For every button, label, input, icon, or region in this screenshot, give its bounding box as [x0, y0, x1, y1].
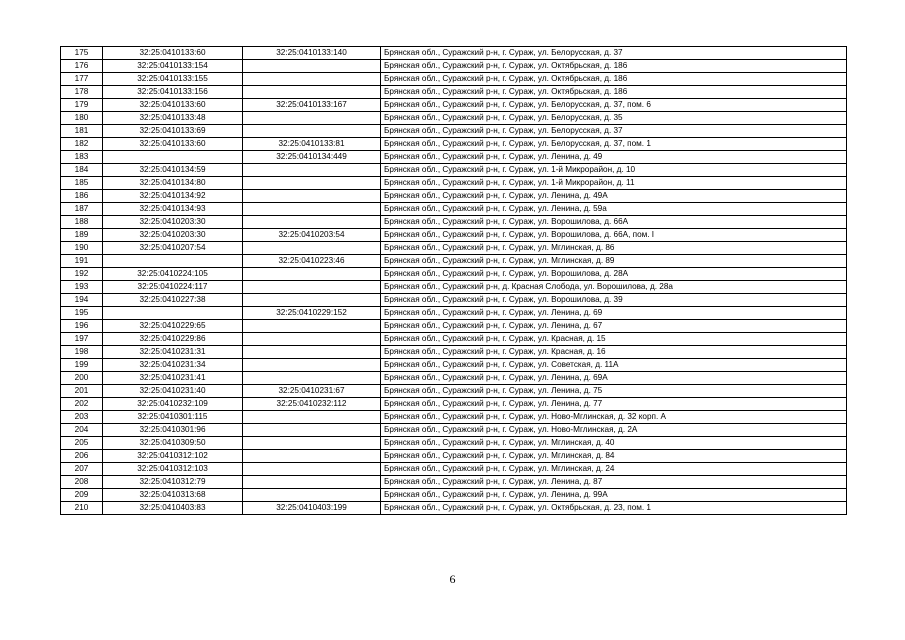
address-cell: Брянская обл., Суражский р-н, г. Сураж, ул. Ворошилова, д. 39: [381, 294, 847, 307]
table-row: [61, 294, 847, 307]
object-cadastral-cell: 32:25:0410133:167: [243, 99, 381, 112]
parcel-cadastral-cell: 32:25:0410133:156: [103, 86, 243, 99]
parcel-cadastral-cell: 32:25:0410224:105: [103, 268, 243, 281]
table-row: [61, 385, 847, 398]
address-cell: Брянская обл., Суражский р-н, г. Сураж, ул. Октябрьская, д. 186: [381, 86, 847, 99]
address-cell: Брянская обл., Суражский р-н, г. Сураж, ул. Ворошилова, д. 66А, пом. I: [381, 229, 847, 242]
table-row: [61, 229, 847, 242]
row-number-cell: 197: [61, 333, 103, 346]
parcel-cadastral-cell: [103, 307, 243, 320]
row-number-cell: 208: [61, 476, 103, 489]
row-number-cell: 189: [61, 229, 103, 242]
row-number-cell: 188: [61, 216, 103, 229]
table-row: [61, 268, 847, 281]
address-cell: Брянская обл., Суражский р-н, г. Сураж, ул. Белорусская, д. 37: [381, 47, 847, 60]
row-number-cell: 203: [61, 411, 103, 424]
address-cell: Брянская обл., Суражский р-н, г. Сураж, ул. Ленина, д. 49: [381, 151, 847, 164]
table-row: [61, 281, 847, 294]
parcel-cadastral-cell: 32:25:0410231:41: [103, 372, 243, 385]
parcel-cadastral-cell: 32:25:0410309:50: [103, 437, 243, 450]
object-cadastral-cell: [243, 346, 381, 359]
row-number-cell: 191: [61, 255, 103, 268]
object-cadastral-cell: 32:25:0410403:199: [243, 502, 381, 515]
parcel-cadastral-cell: 32:25:0410227:38: [103, 294, 243, 307]
address-cell: Брянская обл., Суражский р-н, г. Сураж, ул. Ленина, д. 69: [381, 307, 847, 320]
object-cadastral-cell: [243, 294, 381, 307]
table-row: [61, 450, 847, 463]
row-number-cell: 182: [61, 138, 103, 151]
parcel-cadastral-cell: 32:25:0410134:92: [103, 190, 243, 203]
table-row: [61, 372, 847, 385]
object-cadastral-cell: [243, 177, 381, 190]
table-row: [61, 125, 847, 138]
object-cadastral-cell: 32:25:0410229:152: [243, 307, 381, 320]
address-cell: Брянская обл., Суражский р-н, г. Сураж, ул. Белорусская, д. 37: [381, 125, 847, 138]
table-row: [61, 307, 847, 320]
parcel-cadastral-cell: [103, 255, 243, 268]
row-number-cell: 178: [61, 86, 103, 99]
row-number-cell: 210: [61, 502, 103, 515]
table-row: [61, 216, 847, 229]
row-number-cell: 175: [61, 47, 103, 60]
object-cadastral-cell: [243, 190, 381, 203]
row-number-cell: 199: [61, 359, 103, 372]
row-number-cell: 186: [61, 190, 103, 203]
table-row: [61, 346, 847, 359]
row-number-cell: 179: [61, 99, 103, 112]
object-cadastral-cell: [243, 112, 381, 125]
parcel-cadastral-cell: 32:25:0410403:83: [103, 502, 243, 515]
row-number-cell: 206: [61, 450, 103, 463]
row-number-cell: 205: [61, 437, 103, 450]
table-row: [61, 138, 847, 151]
object-cadastral-cell: [243, 489, 381, 502]
address-cell: Брянская обл., Суражский р-н, г. Сураж, ул. Ново-Мглинская, д. 2А: [381, 424, 847, 437]
parcel-cadastral-cell: 32:25:0410301:115: [103, 411, 243, 424]
row-number-cell: 209: [61, 489, 103, 502]
address-cell: Брянская обл., Суражский р-н, г. Сураж, ул. Ворошилова, д. 66А: [381, 216, 847, 229]
table-row: [61, 47, 847, 60]
address-cell: Брянская обл., Суражский р-н, г. Сураж, ул. Ленина, д. 67: [381, 320, 847, 333]
row-number-cell: 194: [61, 294, 103, 307]
address-cell: Брянская обл., Суражский р-н, д. Красная Слобода, ул. Ворошилова, д. 28а: [381, 281, 847, 294]
address-cell: Брянская обл., Суражский р-н, г. Сураж, ул. Ворошилова, д. 28А: [381, 268, 847, 281]
object-cadastral-cell: [243, 164, 381, 177]
object-cadastral-cell: [243, 333, 381, 346]
table-row: [61, 151, 847, 164]
object-cadastral-cell: 32:25:0410231:67: [243, 385, 381, 398]
address-cell: Брянская обл., Суражский р-н, г. Сураж, ул. Ново-Мглинская, д. 32 корп. А: [381, 411, 847, 424]
parcel-cadastral-cell: 32:25:0410134:93: [103, 203, 243, 216]
parcel-cadastral-cell: 32:25:0410224:117: [103, 281, 243, 294]
table-row: [61, 359, 847, 372]
parcel-cadastral-cell: 32:25:0410301:96: [103, 424, 243, 437]
parcel-cadastral-cell: 32:25:0410229:65: [103, 320, 243, 333]
parcel-cadastral-cell: 32:25:0410231:34: [103, 359, 243, 372]
address-cell: Брянская обл., Суражский р-н, г. Сураж, ул. Октябрьская, д. 23, пом. 1: [381, 502, 847, 515]
address-cell: Брянская обл., Суражский р-н, г. Сураж, ул. Белорусская, д. 37, пом. 1: [381, 138, 847, 151]
property-table: [60, 46, 847, 515]
row-number-cell: 180: [61, 112, 103, 125]
address-cell: Брянская обл., Суражский р-н, г. Сураж, ул. Ленина, д. 99А: [381, 489, 847, 502]
row-number-cell: 202: [61, 398, 103, 411]
parcel-cadastral-cell: 32:25:0410203:30: [103, 229, 243, 242]
table-row: [61, 255, 847, 268]
object-cadastral-cell: 32:25:0410203:54: [243, 229, 381, 242]
row-number-cell: 200: [61, 372, 103, 385]
parcel-cadastral-cell: 32:25:0410133:60: [103, 47, 243, 60]
row-number-cell: 196: [61, 320, 103, 333]
address-cell: Брянская обл., Суражский р-н, г. Сураж, ул. Ленина, д. 77: [381, 398, 847, 411]
table-row: [61, 99, 847, 112]
address-cell: Брянская обл., Суражский р-н, г. Сураж, ул. Октябрьская, д. 186: [381, 73, 847, 86]
address-cell: Брянская обл., Суражский р-н, г. Сураж, ул. Мглинская, д. 84: [381, 450, 847, 463]
row-number-cell: 177: [61, 73, 103, 86]
object-cadastral-cell: [243, 424, 381, 437]
object-cadastral-cell: [243, 463, 381, 476]
address-cell: Брянская обл., Суражский р-н, г. Сураж, ул. Мглинская, д. 24: [381, 463, 847, 476]
object-cadastral-cell: 32:25:0410133:140: [243, 47, 381, 60]
table-row: [61, 333, 847, 346]
table-row: [61, 489, 847, 502]
row-number-cell: 207: [61, 463, 103, 476]
address-cell: Брянская обл., Суражский р-н, г. Сураж, ул. 1-й Микрорайон, д. 10: [381, 164, 847, 177]
table-row: [61, 112, 847, 125]
row-number-cell: 184: [61, 164, 103, 177]
table-row: [61, 203, 847, 216]
row-number-cell: 193: [61, 281, 103, 294]
parcel-cadastral-cell: 32:25:0410133:69: [103, 125, 243, 138]
address-cell: Брянская обл., Суражский р-н, г. Сураж, ул. Мглинская, д. 40: [381, 437, 847, 450]
object-cadastral-cell: [243, 411, 381, 424]
table-row: [61, 242, 847, 255]
table-body: [61, 47, 847, 515]
row-number-cell: 181: [61, 125, 103, 138]
address-cell: Брянская обл., Суражский р-н, г. Сураж, ул. Красная, д. 15: [381, 333, 847, 346]
address-cell: Брянская обл., Суражский р-н, г. Сураж, ул. Ленина, д. 69А: [381, 372, 847, 385]
object-cadastral-cell: [243, 320, 381, 333]
table-row: [61, 190, 847, 203]
row-number-cell: 192: [61, 268, 103, 281]
object-cadastral-cell: [243, 372, 381, 385]
address-cell: Брянская обл., Суражский р-н, г. Сураж, ул. Ленина, д. 59а: [381, 203, 847, 216]
parcel-cadastral-cell: 32:25:0410229:86: [103, 333, 243, 346]
parcel-cadastral-cell: 32:25:0410312:79: [103, 476, 243, 489]
object-cadastral-cell: 32:25:0410133:81: [243, 138, 381, 151]
object-cadastral-cell: [243, 476, 381, 489]
parcel-cadastral-cell: 32:25:0410312:103: [103, 463, 243, 476]
object-cadastral-cell: [243, 450, 381, 463]
address-cell: Брянская обл., Суражский р-н, г. Сураж, ул. Мглинская, д. 86: [381, 242, 847, 255]
object-cadastral-cell: [243, 86, 381, 99]
object-cadastral-cell: [243, 73, 381, 86]
address-cell: Брянская обл., Суражский р-н, г. Сураж, ул. Белорусская, д. 35: [381, 112, 847, 125]
parcel-cadastral-cell: 32:25:0410134:80: [103, 177, 243, 190]
row-number-cell: 183: [61, 151, 103, 164]
table-row: [61, 73, 847, 86]
object-cadastral-cell: [243, 60, 381, 73]
table-row: [61, 463, 847, 476]
row-number-cell: 204: [61, 424, 103, 437]
table-row: [61, 60, 847, 73]
object-cadastral-cell: [243, 125, 381, 138]
table-row: [61, 164, 847, 177]
address-cell: Брянская обл., Суражский р-н, г. Сураж, ул. Ленина, д. 87: [381, 476, 847, 489]
object-cadastral-cell: [243, 242, 381, 255]
page-number: 6: [449, 572, 456, 586]
address-cell: Брянская обл., Суражский р-н, г. Сураж, ул. Ленина, д. 49А: [381, 190, 847, 203]
row-number-cell: 198: [61, 346, 103, 359]
object-cadastral-cell: 32:25:0410223:46: [243, 255, 381, 268]
parcel-cadastral-cell: 32:25:0410133:155: [103, 73, 243, 86]
table-row: [61, 86, 847, 99]
table-row: [61, 476, 847, 489]
table-row: [61, 320, 847, 333]
parcel-cadastral-cell: 32:25:0410232:109: [103, 398, 243, 411]
address-cell: Брянская обл., Суражский р-н, г. Сураж, ул. Ленина, д. 75: [381, 385, 847, 398]
row-number-cell: 176: [61, 60, 103, 73]
row-number-cell: 195: [61, 307, 103, 320]
parcel-cadastral-cell: 32:25:0410133:60: [103, 99, 243, 112]
address-cell: Брянская обл., Суражский р-н, г. Сураж, ул. Октябрьская, д. 186: [381, 60, 847, 73]
address-cell: Брянская обл., Суражский р-н, г. Сураж, ул. Красная, д. 16: [381, 346, 847, 359]
parcel-cadastral-cell: 32:25:0410231:40: [103, 385, 243, 398]
row-number-cell: 201: [61, 385, 103, 398]
parcel-cadastral-cell: 32:25:0410133:154: [103, 60, 243, 73]
parcel-cadastral-cell: 32:25:0410133:48: [103, 112, 243, 125]
parcel-cadastral-cell: 32:25:0410313:68: [103, 489, 243, 502]
parcel-cadastral-cell: 32:25:0410203:30: [103, 216, 243, 229]
table-row: [61, 398, 847, 411]
row-number-cell: 185: [61, 177, 103, 190]
parcel-cadastral-cell: 32:25:0410231:31: [103, 346, 243, 359]
object-cadastral-cell: [243, 203, 381, 216]
object-cadastral-cell: [243, 437, 381, 450]
table-row: [61, 424, 847, 437]
table-row: [61, 411, 847, 424]
table-row: [61, 177, 847, 190]
row-number-cell: 190: [61, 242, 103, 255]
address-cell: Брянская обл., Суражский р-н, г. Сураж, ул. 1-й Микрорайон, д. 11: [381, 177, 847, 190]
address-cell: Брянская обл., Суражский р-н, г. Сураж, ул. Белорусская, д. 37, пом. 6: [381, 99, 847, 112]
table-row: [61, 502, 847, 515]
parcel-cadastral-cell: 32:25:0410207:54: [103, 242, 243, 255]
table-row: [61, 437, 847, 450]
row-number-cell: 187: [61, 203, 103, 216]
address-cell: Брянская обл., Суражский р-н, г. Сураж, ул. Советская, д. 11А: [381, 359, 847, 372]
object-cadastral-cell: 32:25:0410232:112: [243, 398, 381, 411]
address-cell: Брянская обл., Суражский р-н, г. Сураж, ул. Мглинская, д. 89: [381, 255, 847, 268]
parcel-cadastral-cell: [103, 151, 243, 164]
object-cadastral-cell: [243, 268, 381, 281]
parcel-cadastral-cell: 32:25:0410134:59: [103, 164, 243, 177]
parcel-cadastral-cell: 32:25:0410133:60: [103, 138, 243, 151]
object-cadastral-cell: [243, 359, 381, 372]
object-cadastral-cell: 32:25:0410134:449: [243, 151, 381, 164]
parcel-cadastral-cell: 32:25:0410312:102: [103, 450, 243, 463]
object-cadastral-cell: [243, 281, 381, 294]
object-cadastral-cell: [243, 216, 381, 229]
